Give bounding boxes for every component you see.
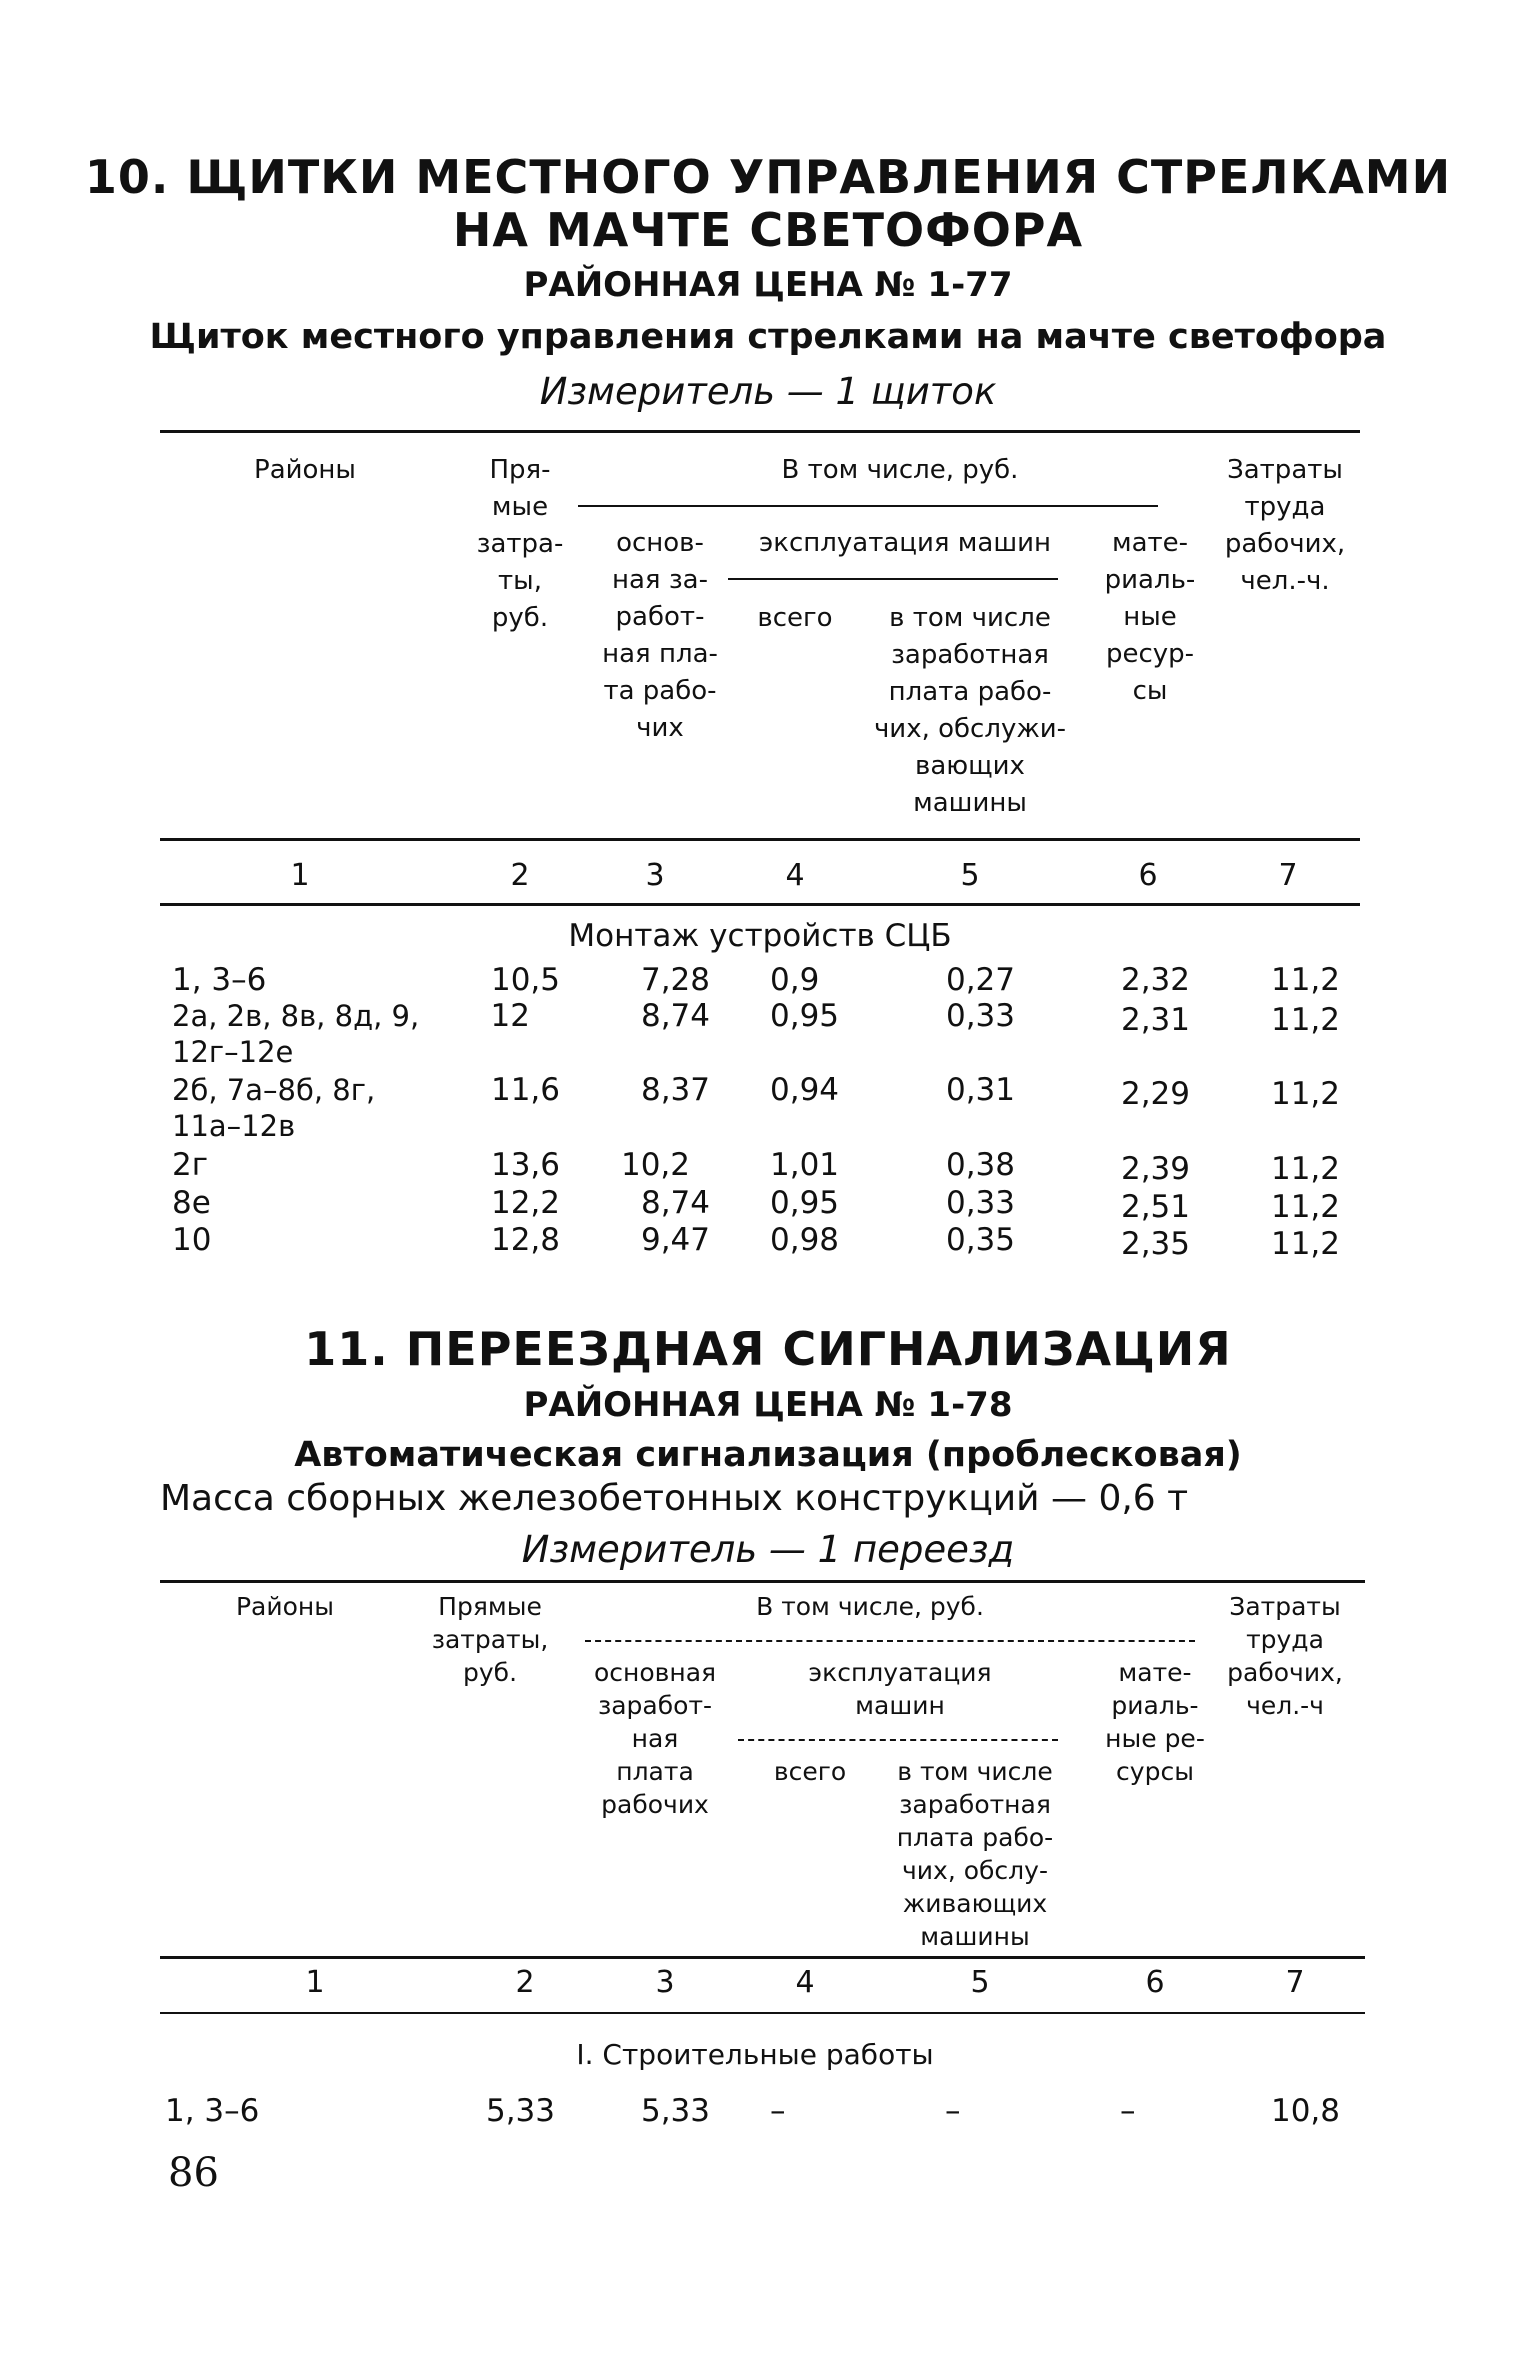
- t2-r1-c5: –: [945, 2093, 961, 2129]
- t1-r1-c3: 7,28: [640, 962, 710, 998]
- t1-r5-c7: 11,2: [1270, 1189, 1340, 1225]
- section1-title-line1: 10. ЩИТКИ МЕСТНОГО УПРАВЛЕНИЯ СТРЕЛКАМИ: [84, 150, 1452, 204]
- t2-colnum-7: 7: [1285, 1965, 1305, 2000]
- t1-r5-c4: 0,95: [770, 1185, 840, 1221]
- t1-r3-region: 2б, 7а–8б, 8г, 11а–12в: [172, 1073, 376, 1143]
- t1-r4-c4: 1,01: [770, 1147, 840, 1183]
- t1-h-materials: мате- риаль- ные ресур- сы: [1104, 528, 1196, 706]
- table1-top-rule: [160, 430, 1360, 433]
- t1-colnum-5: 5: [960, 858, 980, 893]
- t1-h-basic-wage: основ- ная за- работ- ная пла- та рабо- чих: [602, 528, 718, 743]
- t2-r1-c3: 5,33: [640, 2093, 710, 2129]
- t1-r4-c2: 13,6: [490, 1147, 560, 1183]
- t2-h-incl-wage: в том числе заработная плата рабо- чих, обслу- живающих машины: [896, 1757, 1054, 1951]
- t2-colnum-6: 6: [1145, 1965, 1165, 2000]
- t1-h-including: В том числе, руб.: [781, 455, 1019, 485]
- t1-r6-c4: 0,98: [770, 1222, 840, 1258]
- t2-h-direct: Прямые затраты, руб.: [431, 1592, 549, 1687]
- t1-colnum-3: 3: [645, 858, 665, 893]
- t2-h-machines-rule: [738, 1739, 1058, 1741]
- table2-top-rule: [160, 1580, 1365, 1583]
- t2-h-including: В том числе, руб.: [756, 1592, 984, 1621]
- t2-colnum-5: 5: [970, 1965, 990, 2000]
- t2-h-materials: мате- риаль- ные ре- сурсы: [1105, 1658, 1205, 1786]
- t1-r3-c2: 11,6: [490, 1072, 560, 1108]
- table1-numbers-rule: [160, 903, 1360, 906]
- t2-colnum-3: 3: [655, 1965, 675, 2000]
- t2-h-total: всего: [773, 1757, 847, 1786]
- table2-header-rule: [160, 1956, 1365, 1959]
- t1-r5-region: 8е: [172, 1185, 211, 1221]
- t1-r2-c6: 2,31: [1120, 1002, 1190, 1038]
- section1-price: РАЙОННАЯ ЦЕНА № 1-77: [523, 265, 1013, 305]
- t1-r4-region: 2г: [172, 1147, 209, 1183]
- section2-measure: Измеритель — 1 переезд: [521, 1528, 1015, 1571]
- t1-r5-c6: 2,51: [1120, 1189, 1190, 1225]
- section1-title-line2: НА МАЧТЕ СВЕТОФОРА: [452, 203, 1084, 257]
- section2-price: РАЙОННАЯ ЦЕНА № 1-78: [523, 1385, 1013, 1425]
- t2-r1-c2: 5,33: [485, 2093, 555, 2129]
- t1-r3-c3: 8,37: [640, 1072, 710, 1108]
- t2-h-labor: Затраты труда рабочих, чел.-ч: [1227, 1592, 1343, 1720]
- t2-colnum-4: 4: [795, 1965, 815, 2000]
- t2-r1-region: 1, 3–6: [165, 2093, 260, 2129]
- table2-numbers-rule: [160, 2012, 1365, 2014]
- section2-mass: Масса сборных железобетонных конструкций — 0,6 т: [160, 1478, 1189, 1519]
- t1-h-including-rule: [578, 505, 1158, 507]
- section2-title: 11. ПЕРЕЕЗДНАЯ СИГНАЛИЗАЦИЯ: [304, 1322, 1232, 1376]
- t1-r1-c5: 0,27: [945, 962, 1015, 998]
- t2-colnum-1: 1: [305, 1965, 325, 2000]
- t2-r1-c6: –: [1120, 2093, 1136, 2129]
- t1-r1-c4: 0,9: [770, 962, 820, 998]
- t1-h-regions: Районы: [254, 455, 356, 485]
- t1-r5-c3: 8,74: [640, 1185, 710, 1221]
- t1-r3-c5: 0,31: [945, 1072, 1015, 1108]
- t2-h-basic-wage: основная заработ- ная плата рабочих: [593, 1658, 717, 1819]
- t1-r1-c6: 2,32: [1120, 962, 1190, 998]
- t1-r1-c7: 11,2: [1270, 962, 1340, 998]
- t2-h-regions: Районы: [235, 1592, 335, 1621]
- t2-r1-c4: –: [770, 2093, 786, 2129]
- t1-r2-c7: 11,2: [1270, 1002, 1340, 1038]
- t1-colnum-6: 6: [1138, 858, 1158, 893]
- t1-colnum-7: 7: [1278, 858, 1298, 893]
- t1-h-direct: Пря- мые затра- ты, руб.: [476, 455, 564, 633]
- t1-r4-c5: 0,38: [945, 1147, 1015, 1183]
- t1-r6-c6: 2,35: [1120, 1226, 1190, 1262]
- t1-r6-c7: 11,2: [1270, 1226, 1340, 1262]
- t1-r2-c5: 0,33: [945, 998, 1015, 1034]
- t1-h-incl-wage: в том числе заработная плата рабо- чих, обслужи- вающих машины: [873, 603, 1067, 818]
- table1-header-rule: [160, 838, 1360, 841]
- t1-r5-c2: 12,2: [490, 1185, 560, 1221]
- t1-r6-c3: 9,47: [640, 1222, 710, 1258]
- t2-group-title: I. Строительные работы: [576, 2038, 934, 2071]
- t2-h-machines: эксплуатация машин: [808, 1658, 992, 1720]
- t1-r6-region: 10: [172, 1222, 212, 1258]
- t1-r5-c5: 0,33: [945, 1185, 1015, 1221]
- t1-colnum-2: 2: [510, 858, 530, 893]
- section2-subtitle: Автоматическая сигнализация (проблесковая): [294, 1435, 1242, 1475]
- t1-colnum-1: 1: [290, 858, 310, 893]
- t2-colnum-2: 2: [515, 1965, 535, 2000]
- t1-r3-c4: 0,94: [770, 1072, 840, 1108]
- t2-h-including-rule: [585, 1640, 1195, 1642]
- t1-r6-c2: 12,8: [490, 1222, 560, 1258]
- t1-r2-c3: 8,74: [640, 998, 710, 1034]
- t1-r2-region: 2а, 2в, 8в, 8д, 9, 12г–12е: [172, 999, 420, 1069]
- t2-r1-c7: 10,8: [1270, 2093, 1340, 2129]
- t1-colnum-4: 4: [785, 858, 805, 893]
- t1-r3-c6: 2,29: [1120, 1076, 1190, 1112]
- t1-h-total: всего: [757, 603, 833, 633]
- t1-r4-c6: 2,39: [1120, 1151, 1190, 1187]
- t1-r2-c4: 0,95: [770, 998, 840, 1034]
- t1-h-machines-rule: [728, 578, 1058, 580]
- t1-r1-c2: 10,5: [490, 962, 560, 998]
- t1-r6-c5: 0,35: [945, 1222, 1015, 1258]
- t1-h-machines: эксплуатация машин: [758, 528, 1052, 558]
- t1-r3-c7: 11,2: [1270, 1076, 1340, 1112]
- t1-r1-region: 1, 3–6: [172, 962, 267, 998]
- page-number: 86: [168, 2150, 219, 2196]
- section1-measure: Измеритель — 1 щиток: [539, 370, 997, 413]
- t1-r2-c2: 12: [490, 998, 530, 1034]
- t1-r4-c3: 10,2: [620, 1147, 690, 1183]
- t1-h-labor: Затраты труда рабочих, чел.-ч.: [1224, 455, 1346, 596]
- t1-group-title: Монтаж устройств СЦБ: [568, 918, 952, 954]
- t1-r4-c7: 11,2: [1270, 1151, 1340, 1187]
- section1-subtitle: Щиток местного управления стрелками на мачте светофора: [149, 317, 1387, 357]
